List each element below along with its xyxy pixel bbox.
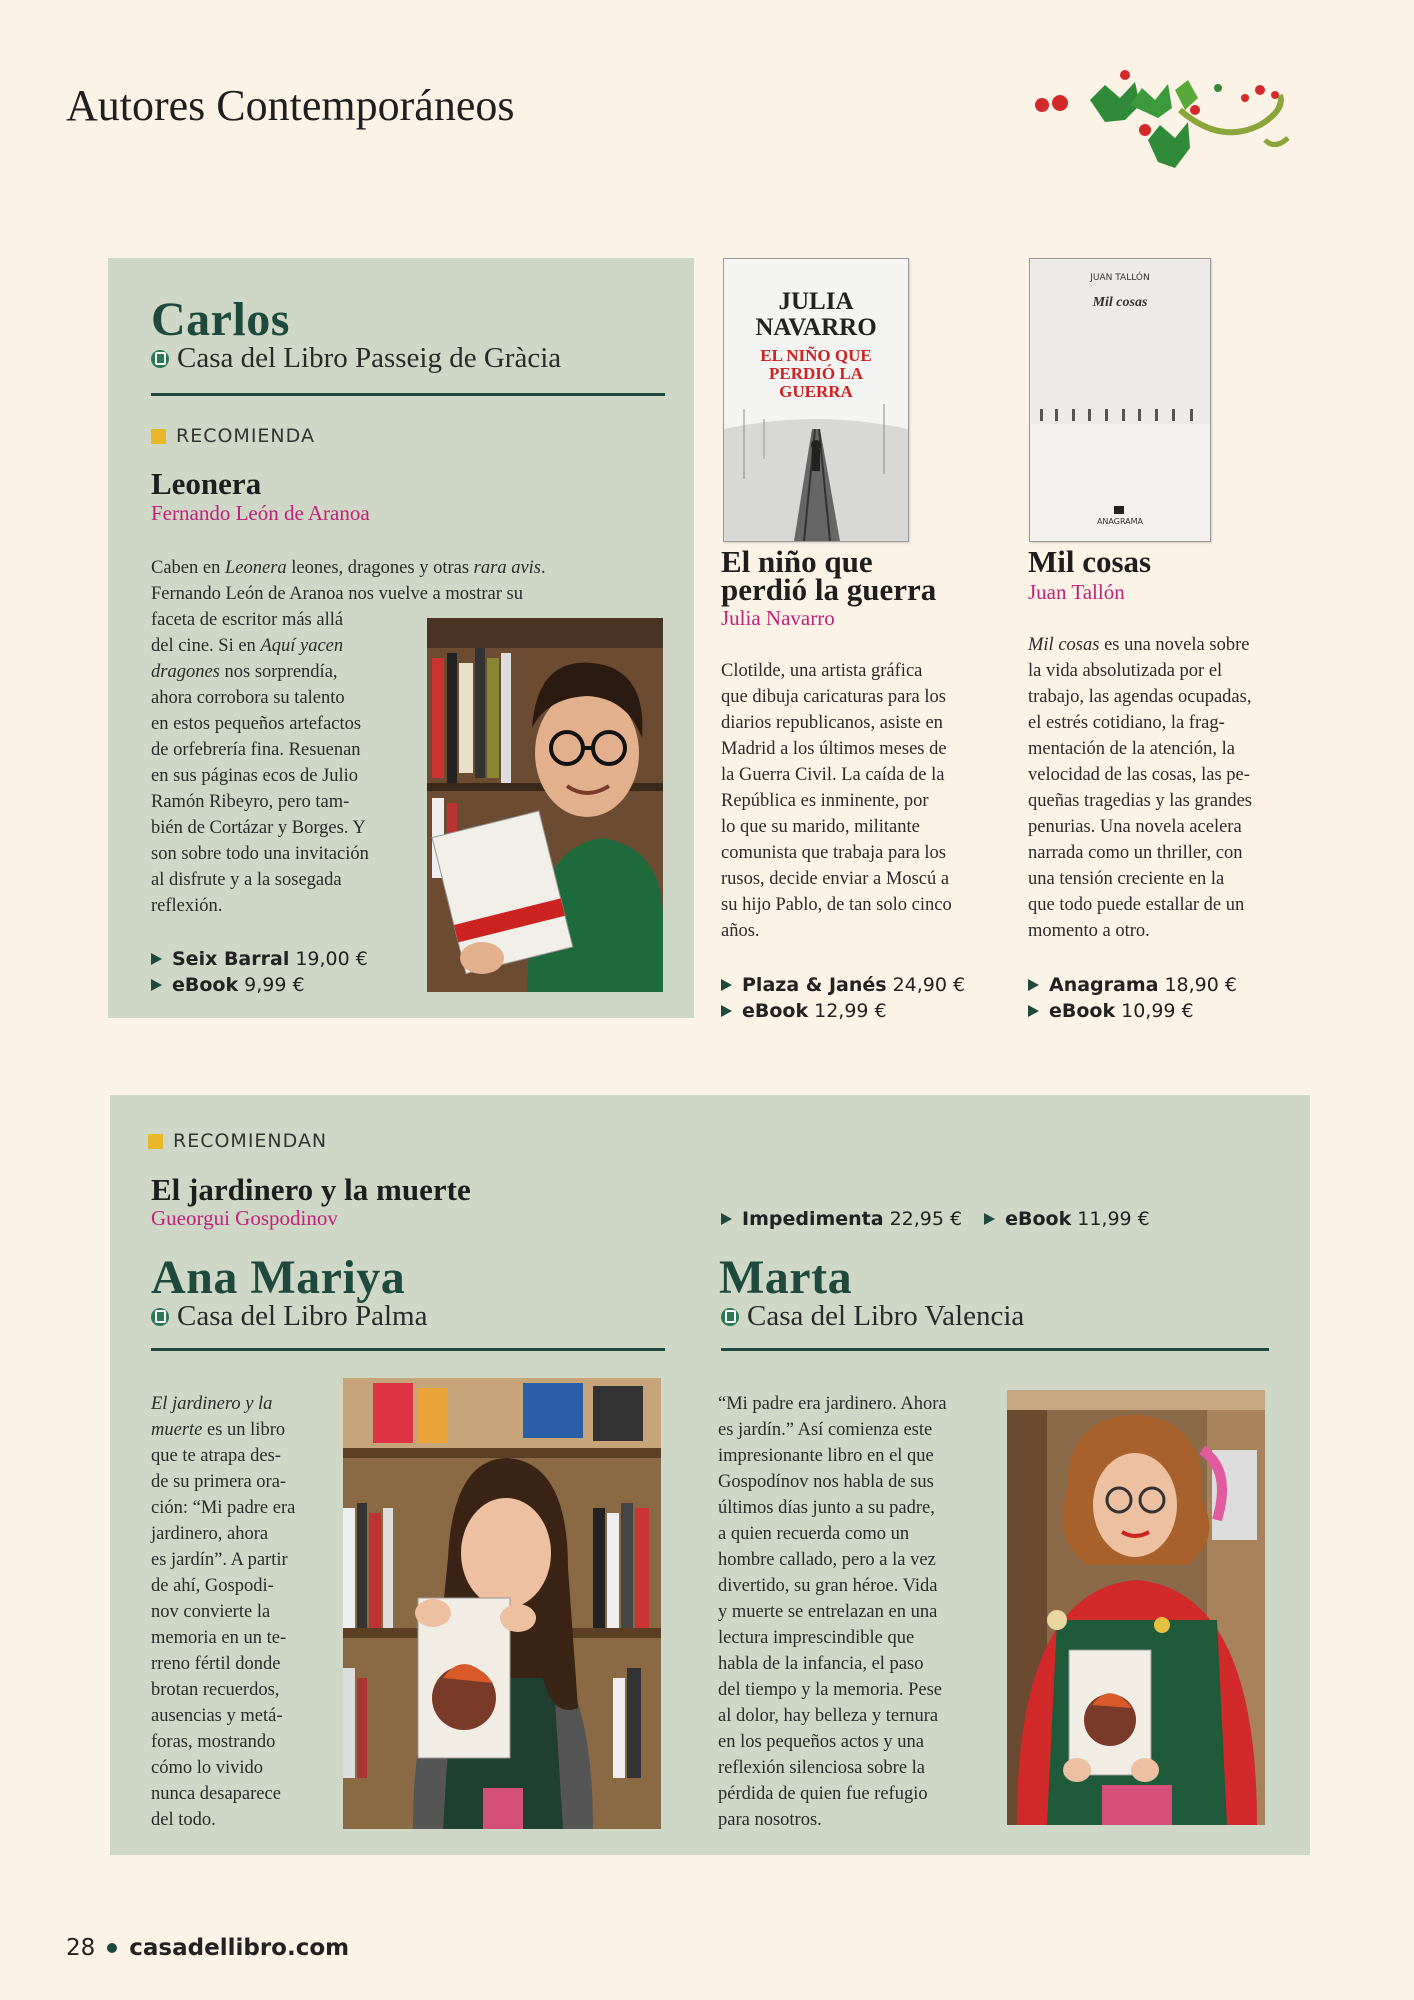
- ana-mariya-photo: [343, 1378, 661, 1829]
- jardinero-prices: [721, 1206, 1150, 1232]
- text-line: mentación de la atención, la: [1028, 739, 1236, 759]
- text-line: comunista que trabaja para los: [721, 843, 946, 863]
- divider: [151, 1348, 665, 1351]
- book-title: Leonera: [151, 466, 262, 501]
- cover-author: JULIA NAVARRO: [755, 288, 877, 341]
- text-line: Mil cosas es una novela sobre: [1028, 635, 1250, 655]
- text-line: a quien recuerda como un: [718, 1524, 910, 1544]
- recommender-name: Carlos: [151, 293, 290, 346]
- text-line: Fernando León de Aranoa nos vuelve a mostrar su: [151, 584, 523, 604]
- yellow-square-icon: [148, 1134, 163, 1149]
- text-line: brotan recuerdos,: [151, 1680, 280, 1700]
- price-row: Anagrama 18,90 €: [1028, 972, 1237, 998]
- text-line: faceta de escritor más allá: [151, 610, 344, 630]
- book-title: Mil cosas: [1028, 544, 1152, 579]
- text-line: reflexión.: [151, 896, 223, 916]
- text-line: en estos pequeños artefactos: [151, 714, 362, 734]
- text-line: al dolor, hay belleza y ternura: [718, 1706, 939, 1726]
- review-text: [721, 658, 1001, 944]
- book-author: Fernando León de Aranoa: [151, 501, 370, 525]
- store-name: Casa del Libro Palma: [151, 1300, 427, 1333]
- text-line: ausencias y metá-: [151, 1706, 283, 1726]
- text-line: diarios republicanos, asiste en: [721, 713, 943, 733]
- store-name: Casa del Libro Valencia: [721, 1300, 1024, 1333]
- price-row: eBook 9,99 €: [151, 972, 368, 998]
- text-line: rreno fértil donde: [151, 1654, 281, 1674]
- text-line: que te atrapa des-: [151, 1446, 281, 1466]
- recommender-name: Marta: [719, 1251, 853, 1304]
- arrow-right-icon: [151, 979, 162, 991]
- text-line: lectura imprescindible que: [718, 1628, 915, 1648]
- text-line: penurias. Una novela acelera: [1028, 817, 1242, 837]
- text-line: son sobre todo una invitación: [151, 844, 369, 864]
- store-icon: [151, 350, 169, 368]
- bullet-icon: [107, 1943, 117, 1953]
- text-line: República es inminente, por: [721, 791, 929, 811]
- book-author: Julia Navarro: [721, 606, 835, 630]
- book-title: El jardinero y la muerte: [151, 1172, 471, 1207]
- text-line: de su primera ora-: [151, 1472, 287, 1492]
- text-line: foras, mostrando: [151, 1732, 276, 1752]
- book-title: El niño que perdió la guerra: [721, 544, 937, 607]
- text-line: y muerte se entrelazan en una: [718, 1602, 938, 1622]
- arrow-right-icon: [151, 953, 162, 965]
- text-line: jardinero, ahora: [151, 1524, 269, 1544]
- store-name: Casa del Libro Passeig de Gràcia: [151, 342, 561, 375]
- section-title: Autores Contemporáneos: [66, 81, 515, 130]
- text-line: dragones nos sorprendía,: [151, 662, 338, 682]
- arrow-right-icon: [721, 1005, 732, 1017]
- text-line: cómo lo vivido: [151, 1758, 264, 1778]
- book-cover-mil-cosas: [1029, 258, 1211, 542]
- marta-photo: [1007, 1390, 1265, 1825]
- text-line: habla de la infancia, el paso: [718, 1654, 924, 1674]
- text-line: lo que su marido, militante: [721, 817, 920, 837]
- store-icon: [721, 1308, 739, 1326]
- text-line: del todo.: [151, 1810, 216, 1830]
- text-line: es jardín.” Así comienza este: [718, 1420, 933, 1440]
- text-line: Caben en Leonera leones, dragones y otras rara avis.: [151, 558, 546, 578]
- arrow-right-icon: [1028, 1005, 1039, 1017]
- recommender-name: Ana Mariya: [151, 1251, 406, 1304]
- text-line: trabajo, las agendas ocupadas,: [1028, 687, 1252, 707]
- yellow-square-icon: [151, 429, 166, 444]
- recommend-label: RECOMIENDAN: [148, 1130, 327, 1152]
- text-line: ahora corrobora su talento: [151, 688, 345, 708]
- text-line: del cine. Si en Aquí yacen: [151, 636, 344, 656]
- text-line: narrada como un thriller, con: [1028, 843, 1243, 863]
- text-line: del tiempo y la memoria. Pese: [718, 1680, 942, 1700]
- text-line: en sus páginas ecos de Julio: [151, 766, 359, 786]
- text-line: años.: [721, 921, 760, 941]
- text-line: reflexión silenciosa sobre la: [718, 1758, 926, 1778]
- review-text: [718, 1391, 998, 1833]
- text-line: rusos, decide enviar a Moscú a: [721, 869, 950, 889]
- text-line: su hijo Pablo, de tan solo cinco: [721, 895, 952, 915]
- text-line: últimos días junto a su padre,: [718, 1498, 935, 1518]
- text-line: de orfebrería fina. Resuenan: [151, 740, 361, 760]
- cover-title: Mil cosas: [1092, 295, 1148, 310]
- cover-author: JUAN TALLÓN: [1090, 273, 1150, 283]
- price-row: Plaza & Janés 24,90 €: [721, 972, 965, 998]
- text-line: hombre callado, pero a la vez: [718, 1550, 936, 1570]
- text-line: ción: “Mi padre era: [151, 1498, 296, 1518]
- divider: [151, 393, 665, 396]
- text-line: Ramón Ribeyro, pero tam-: [151, 792, 350, 812]
- book-cover-el-nino: [723, 258, 909, 542]
- divider: [721, 1348, 1269, 1351]
- text-line: nov convierte la: [151, 1602, 271, 1622]
- text-line: la Guerra Civil. La caída de la: [721, 765, 945, 785]
- book2-prices: [721, 972, 965, 1024]
- book-author: Juan Tallón: [1028, 580, 1125, 604]
- holly-decoration-icon: [1030, 70, 1300, 180]
- arrow-right-icon: [984, 1213, 995, 1225]
- text-line: el estrés cotidiano, la frag-: [1028, 713, 1225, 733]
- cover-publisher: ANAGRAMA: [1096, 517, 1144, 526]
- text-line: una tensión creciente en la: [1028, 869, 1225, 889]
- text-line: nunca desaparece: [151, 1784, 281, 1804]
- review-text: [1028, 632, 1308, 944]
- arrow-right-icon: [721, 1213, 732, 1225]
- text-line: que todo puede estallar de un: [1028, 895, 1245, 915]
- text-line: para nosotros.: [718, 1810, 822, 1830]
- price-row: eBook 12,99 €: [721, 998, 965, 1024]
- text-line: que dibuja caricaturas para los: [721, 687, 946, 707]
- arrow-right-icon: [721, 979, 732, 991]
- text-line: memoria en un te-: [151, 1628, 287, 1648]
- carlos-prices: [151, 946, 368, 998]
- price-row: Impedimenta 22,95 €: [721, 1206, 962, 1232]
- page-number: 28: [66, 1935, 96, 1961]
- text-line: Madrid a los últimos meses de: [721, 739, 947, 759]
- text-line: la vida absolutizada por el: [1028, 661, 1223, 681]
- text-line: pérdida de quien fue refugio: [718, 1784, 928, 1804]
- site-link[interactable]: casadellibro.com: [129, 1935, 350, 1961]
- store-icon: [151, 1308, 169, 1326]
- recommend-label: RECOMIENDA: [151, 425, 315, 447]
- book3-prices: [1028, 972, 1237, 1024]
- cover-title: EL NIÑO QUE PERDIÓ LA GUERRA: [760, 346, 872, 401]
- text-line: Clotilde, una artista gráfica: [721, 661, 923, 681]
- book-author: Gueorgui Gospodinov: [151, 1206, 338, 1230]
- price-row: Seix Barral 19,00 €: [151, 946, 368, 972]
- text-line: impresionante libro en el que: [718, 1446, 934, 1466]
- text-line: Gospodínov nos habla de sus: [718, 1472, 934, 1492]
- price-row: eBook 10,99 €: [1028, 998, 1237, 1024]
- text-line: queñas tragedias y las grandes: [1028, 791, 1252, 811]
- review-text: [151, 1391, 341, 1833]
- text-line: es jardín”. A partir: [151, 1550, 288, 1570]
- price-row: eBook 11,99 €: [984, 1206, 1150, 1232]
- text-line: al disfrute y a la sosegada: [151, 870, 342, 890]
- text-line: de ahí, Gospodi-: [151, 1576, 274, 1596]
- text-line: en los pequeños actos y una: [718, 1732, 925, 1752]
- page-footer: [66, 1935, 349, 1961]
- text-line: bién de Cortázar y Borges. Y: [151, 818, 366, 838]
- text-line: muerte es un libro: [151, 1420, 286, 1440]
- text-line: El jardinero y la: [151, 1394, 273, 1414]
- text-line: divertido, su gran héroe. Vida: [718, 1576, 938, 1596]
- text-line: velocidad de las cosas, las pe-: [1028, 765, 1250, 785]
- text-line: “Mi padre era jardinero. Ahora: [718, 1394, 947, 1414]
- carlos-photo: [427, 618, 663, 992]
- text-line: momento a otro.: [1028, 921, 1150, 941]
- arrow-right-icon: [1028, 979, 1039, 991]
